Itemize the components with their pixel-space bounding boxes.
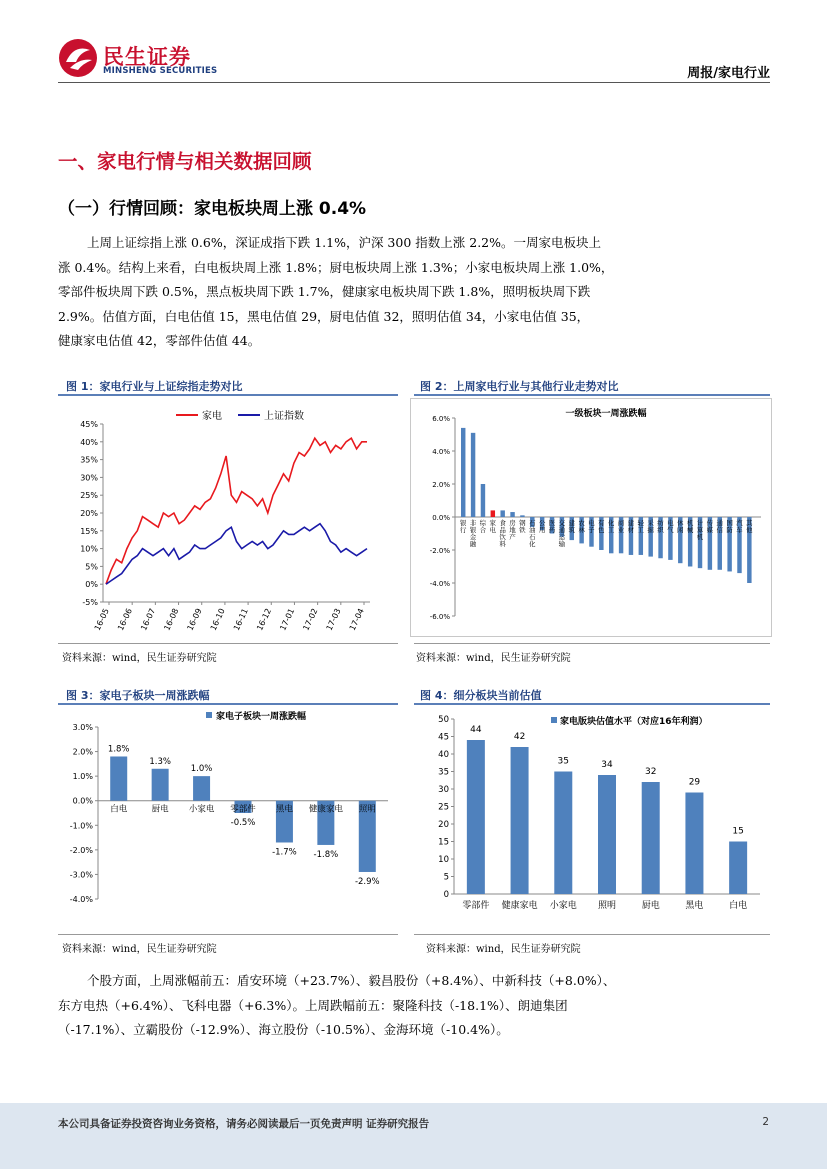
y-tick-label: -2.0% [69, 845, 93, 855]
figure-1-title: 图 1：家电行业与上证综指走势对比 [66, 380, 243, 393]
category-label: 公用 [538, 519, 546, 534]
category-label: 轻工 [637, 519, 645, 534]
category-label: 零部件 [462, 901, 490, 911]
figure-4-source: 资料来源：wind，民生证券研究院 [426, 944, 581, 955]
x-tick-label: 17-04 [347, 607, 366, 632]
logo-text-en: MINSHENG SECURITIES [103, 66, 218, 76]
category-label: 白电 [110, 804, 128, 815]
y-tick-label: 3.0% [72, 723, 93, 732]
y-tick-label: -4.0% [69, 895, 93, 904]
category-label: 非银金融 [469, 519, 477, 548]
paragraph-line: （-17.1%）、立霸股份（-12.9%）、海立股份（-10.5%）、金海环境（-10.4%）。 [58, 1022, 509, 1038]
x-tick-label: 16-05 [92, 607, 111, 632]
bar-1 [461, 428, 465, 517]
paragraph-line: 2.9%。估值方面，白电估值 15，黑电估值 29，厨电估值 32，照明估值 34，小家电估值 35， [58, 308, 590, 324]
category-label: 交通运输 [558, 519, 566, 548]
category-label: 农林 [578, 519, 585, 534]
series-line-home-appliance [106, 438, 367, 584]
paragraph-line: 东方电热（+6.4%）、飞科电器（+6.3%）。上周跌幅前五：聚隆科技（-18.1%）、朗迪集团 [58, 997, 568, 1013]
y-tick-label: 1.0% [72, 772, 93, 782]
category-label: 石油石化 [528, 519, 536, 548]
category-label: 家电 [489, 519, 497, 534]
bar-1 [467, 740, 485, 894]
section-title: 一、家电行情与相关数据回顾 [58, 150, 312, 173]
data-label: 1.0% [190, 764, 213, 775]
data-label: 32 [644, 767, 657, 777]
figure-1-source: 资料来源：wind，民生证券研究院 [62, 653, 217, 664]
bar-2 [152, 769, 169, 801]
category-label: 健康家电 [501, 901, 538, 911]
data-label: 42 [513, 732, 526, 742]
paragraph-line: 涨 0.4%。结构上来看，白电板块周上涨 1.8%；厨电板块周上涨 1.3%；小家电板块周上涨 1.0%， [58, 259, 614, 275]
category-label: 小家电 [188, 804, 215, 815]
bar-2 [511, 747, 529, 894]
x-tick-label: 16-08 [162, 607, 181, 632]
stock-movers-paragraph [58, 969, 770, 1043]
legend-swatch [551, 717, 557, 723]
data-label: 34 [601, 760, 613, 770]
category-label: 传媒 [706, 519, 714, 534]
legend-label: 家电版块估值水平（对应16年利润） [560, 717, 708, 727]
category-label: 厨电 [641, 901, 660, 911]
y-tick-label: 2.0% [72, 747, 93, 757]
category-label: 有色 [598, 519, 605, 534]
data-label: -2.9% [354, 876, 380, 887]
category-label: 黑电 [275, 804, 293, 815]
y-tick-label: 0.0% [432, 514, 450, 522]
figure-1-rule [58, 394, 398, 396]
category-label: 国防 [726, 519, 733, 534]
y-tick-label: 45 [438, 732, 449, 743]
bar-4 [491, 510, 495, 517]
figure-2-rule [414, 394, 770, 396]
header-divider [58, 82, 770, 83]
category-label: 机械 [686, 519, 694, 534]
category-label: 建筑 [568, 519, 575, 534]
x-tick-label: 16-12 [255, 607, 274, 632]
subsector-valuation-bar-chart [414, 707, 770, 932]
y-tick-label: -2.0% [429, 547, 450, 555]
y-tick-label: 30% [80, 473, 98, 483]
series-line-shanghai-index [106, 524, 367, 585]
y-tick-label: 40 [438, 750, 449, 760]
x-tick-label: 16-09 [185, 607, 204, 632]
x-tick-label: 16-11 [231, 607, 250, 632]
data-label: -0.5% [230, 818, 256, 828]
category-label: 厨电 [151, 804, 169, 815]
bar-7 [729, 842, 747, 895]
y-tick-label: 5% [85, 562, 98, 572]
subsector-weekly-change-bar-chart [58, 707, 398, 932]
paragraph-line: 个股方面，上周涨幅前五：盾安环境（+23.7%）、毅昌股份（+8.4%）、中新科技（+8.0%）、 [87, 973, 616, 988]
figure-4-chart [414, 707, 770, 932]
y-tick-label: 10% [80, 544, 98, 554]
data-label: 1.3% [149, 756, 171, 767]
y-tick-label: 15% [80, 526, 98, 536]
y-tick-label: 40% [80, 437, 98, 447]
market-review-paragraph [58, 231, 770, 354]
bar-7 [520, 515, 524, 517]
page-number: 2 [762, 1116, 769, 1128]
category-label: 化工 [607, 519, 615, 534]
category-label: 纺织 [657, 519, 664, 534]
bar-4 [598, 775, 616, 894]
y-tick-label: -3.0% [69, 870, 93, 880]
category-label: 电气 [667, 519, 674, 534]
data-label: 44 [470, 725, 482, 735]
data-label: -1.7% [272, 847, 297, 858]
logo-text-cn: 民生证券 [103, 45, 191, 69]
x-tick-label: 17-02 [301, 607, 320, 632]
page-footer [0, 1103, 827, 1169]
data-label: 15 [732, 826, 744, 837]
subsection-title: （一）行情回顾：家电板块周上涨 0.4% [58, 199, 367, 219]
paragraph-line: 零部件板块周下跌 0.5%，黑点板块周下跌 1.7%，健康家电板块周下跌 1.8%，照明板块周下跌 [58, 284, 591, 300]
figure-4-rule [414, 703, 770, 705]
category-label: 零部件 [230, 804, 256, 815]
legend-label: 上证指数 [264, 411, 304, 422]
figure-2-chart [410, 398, 772, 637]
legend-label: 家电 [202, 411, 222, 422]
legend-label: 家电子板块一周涨跌幅 [216, 712, 307, 722]
bar-1 [110, 756, 127, 800]
y-tick-label: 0% [85, 580, 98, 590]
y-tick-label: 35 [438, 767, 449, 778]
y-tick-label: 2.0% [432, 481, 450, 489]
bar-3 [554, 772, 572, 895]
footer-disclaimer: 本公司具备证券投资咨询业务资格，请务必阅读最后一页免责声明 证券研究报告 [58, 1118, 430, 1130]
data-label: 29 [688, 777, 701, 788]
category-label: 建材 [627, 519, 635, 534]
figure-1-chart [58, 398, 398, 638]
y-tick-label: 20% [80, 509, 98, 518]
figure-3-chart [58, 707, 398, 932]
y-tick-label: -4.0% [429, 580, 450, 588]
bar-5 [642, 782, 660, 894]
y-tick-label: 4.0% [432, 448, 450, 456]
minsheng-logo-icon [58, 38, 98, 78]
category-label: 其他 [746, 519, 753, 534]
bar-3 [193, 776, 210, 801]
y-tick-label: 20 [438, 820, 449, 830]
bar-2 [471, 433, 475, 517]
figure-2-source: 资料来源：wind，民生证券研究院 [416, 653, 571, 664]
category-label: 通信 [716, 519, 723, 534]
y-tick-label: 45% [80, 420, 98, 429]
legend-swatch [206, 712, 212, 718]
x-tick-label: 16-07 [139, 607, 158, 632]
category-label: 食品饮料 [499, 519, 506, 548]
figure-3-source: 资料来源：wind，民生证券研究院 [62, 944, 217, 955]
y-tick-label: -5% [82, 598, 98, 607]
chart-title: 一级板块一周涨跌幅 [565, 409, 647, 419]
bar-6 [685, 793, 703, 895]
x-tick-label: 17-01 [278, 607, 297, 632]
y-tick-label: -6.0% [429, 613, 450, 621]
category-label: 照明 [358, 804, 376, 815]
x-tick-label: 16-10 [208, 607, 227, 632]
category-label: 钢铁 [519, 519, 526, 534]
figure-2-source-rule [414, 643, 770, 644]
category-label: 银行 [459, 519, 467, 534]
category-label: 照明 [597, 901, 617, 911]
figure-3-rule [58, 703, 398, 705]
page-header [0, 0, 827, 100]
industry-weekly-change-bar-chart [411, 399, 771, 636]
bar-3 [481, 484, 485, 517]
category-label: 小家电 [549, 901, 577, 911]
category-label: 黑电 [685, 901, 704, 911]
y-tick-label: 5 [443, 872, 449, 883]
category-label: 采掘 [647, 519, 654, 534]
figure-3-source-rule [58, 934, 398, 935]
y-tick-label: 50 [438, 715, 449, 725]
figure-4-title: 图 4：细分板块当前估值 [420, 689, 542, 702]
y-tick-label: 35% [80, 455, 98, 465]
y-tick-label: 10 [438, 855, 449, 865]
y-tick-label: 25 [438, 802, 449, 813]
category-label: 汽车 [736, 519, 743, 534]
data-label: -1.8% [313, 849, 339, 860]
category-label: 休闲 [676, 519, 684, 534]
figure-3-title: 图 3：家电子板块一周涨跌幅 [66, 689, 210, 702]
y-tick-label: -1.0% [69, 821, 93, 831]
y-tick-label: 0.0% [72, 796, 93, 806]
y-tick-label: 0 [443, 890, 449, 900]
data-label: 1.8% [107, 744, 130, 755]
index-comparison-line-chart [58, 398, 398, 638]
document-type: 周报/家电行业 [687, 66, 770, 81]
x-tick-label: 16-06 [116, 607, 134, 632]
category-label: 计算机 [696, 519, 704, 541]
data-label: 35 [557, 756, 570, 767]
category-label: 医药 [548, 519, 556, 534]
y-tick-label: 15 [438, 837, 449, 848]
paragraph-line: 上周上证综指上涨 0.6%，深证成指下跌 1.1%，沪深 300 指数上涨 2.2%。一周家电板块上 [87, 235, 601, 250]
y-tick-label: 25% [80, 491, 98, 501]
paragraph-line: 健康家电估值 42，零部件估值 44。 [58, 333, 261, 349]
figure-2-title: 图 2：上周家电行业与其他行业走势对比 [420, 380, 619, 393]
figure-4-source-rule [414, 934, 770, 935]
bar-5 [500, 510, 504, 517]
category-label: 商业 [617, 519, 625, 534]
category-label: 健康家电 [308, 804, 343, 815]
category-label: 综合 [479, 519, 487, 534]
y-tick-label: 30 [438, 785, 449, 795]
category-label: 房地产 [509, 519, 516, 541]
bar-6 [510, 512, 514, 517]
x-tick-label: 17-03 [324, 607, 343, 632]
figure-1-source-rule [58, 643, 398, 644]
y-tick-label: 6.0% [432, 415, 450, 423]
category-label: 白电 [729, 901, 748, 911]
category-label: 电子 [588, 519, 595, 534]
